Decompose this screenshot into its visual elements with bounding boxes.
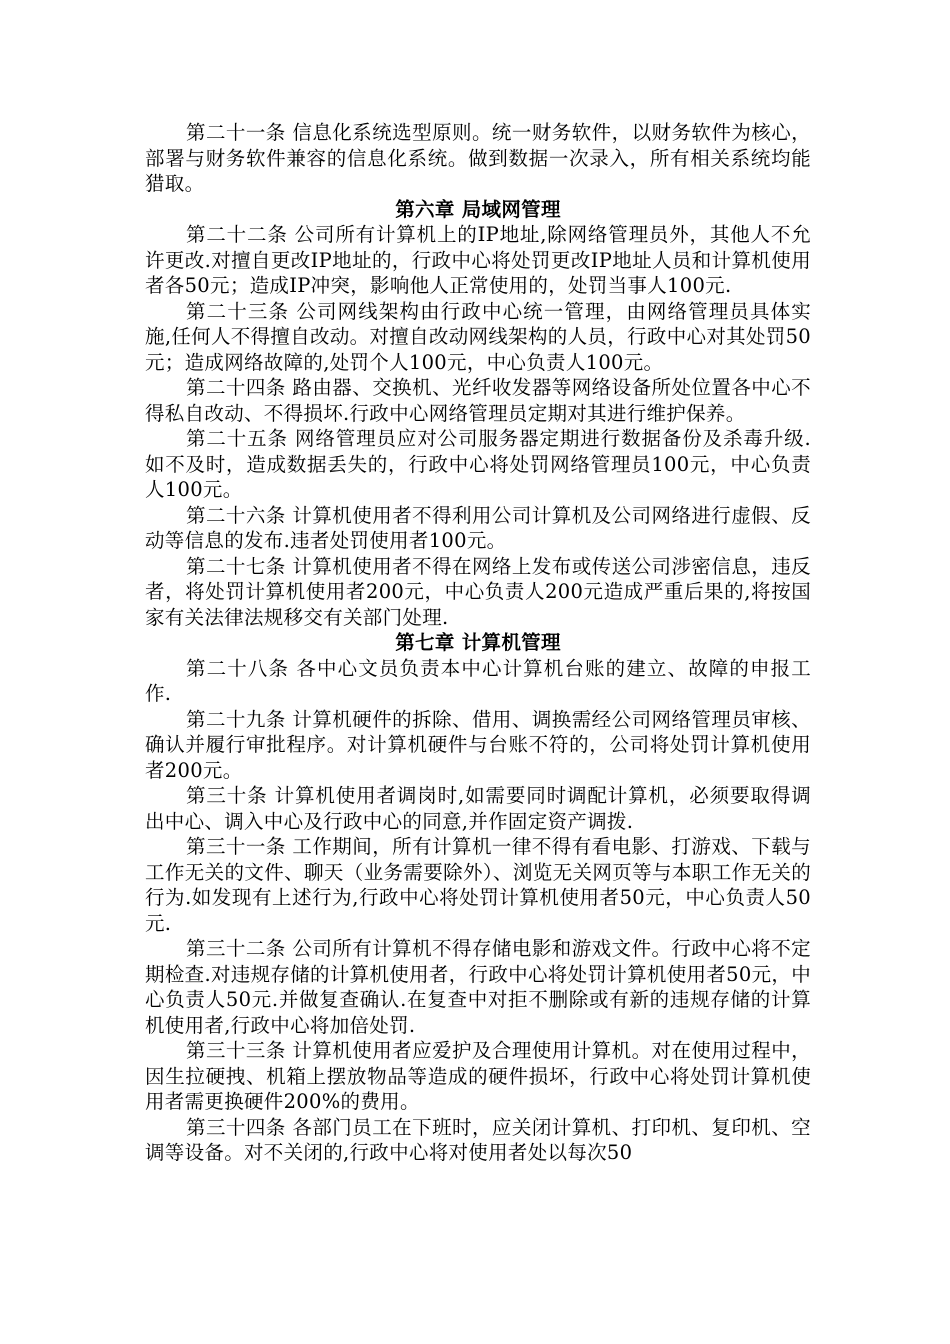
article-29: 第二十九条 计算机硬件的拆除、借用、调换需经公司网络管理员审核、确认并履行审批程序。对计算机硬件与台账不符的，公司将处罚计算机使用者200元。: [145, 707, 811, 782]
article-32: 第三十二条 公司所有计算机不得存储电影和游戏文件。行政中心将不定期检查.对违规存储的计算机使用者，行政中心将处罚计算机使用者50元，中心负责人50元.并做复查确认.在复查中对拒不删除或有新的违规存储的计算机使用者,行政中心将加倍处罚.: [145, 937, 811, 1037]
article-27: 第二十七条 计算机使用者不得在网络上发布或传送公司涉密信息，违反者，将处罚计算机使用者200元，中心负责人200元造成严重后果的,将按国家有关法律法规移交有关部门处理.: [145, 554, 811, 629]
article-28: 第二十八条 各中心文员负责本中心计算机台账的建立、故障的申报工作.: [145, 656, 811, 705]
article-23: 第二十三条 公司网线架构由行政中心统一管理，由网络管理员具体实施,任何人不得擅自改动。对擅自改动网线架构的人员，行政中心对其处罚50元；造成网络故障的,处罚个人100元，中心负责人100元。: [145, 299, 811, 374]
article-24: 第二十四条 路由器、交换机、光纤收发器等网络设备所处位置各中心不得私自改动、不得损坏.行政中心网络管理员定期对其进行维护保养。: [145, 376, 811, 425]
document-page: [145, 120, 811, 1166]
article-34: 第三十四条 各部门员工在下班时，应关闭计算机、打印机、复印机、空调等设备。对不关闭的,行政中心将对使用者处以每次50: [145, 1115, 811, 1164]
article-31: 第三十一条 工作期间，所有计算机一律不得有看电影、打游戏、下载与工作无关的文件、聊天（业务需要除外）、浏览无关网页等与本职工作无关的行为.如发现有上述行为,行政中心将处罚计算机使用者50元，中心负责人50元.: [145, 835, 811, 935]
chapter-6-heading: 第六章 局域网管理: [395, 197, 561, 221]
article-30: 第三十条 计算机使用者调岗时,如需要同时调配计算机，必须要取得调出中心、调入中心及行政中心的同意,并作固定资产调拨.: [145, 784, 811, 833]
article-26: 第二十六条 计算机使用者不得利用公司计算机及公司网络进行虚假、反动等信息的发布.违者处罚使用者100元。: [145, 503, 811, 552]
article-21: 第二十一条 信息化系统选型原则。统一财务软件，以财务软件为核心，部署与财务软件兼容的信息化系统。做到数据一次录入，所有相关系统均能猎取。: [145, 121, 811, 195]
chapter-7-heading: 第七章 计算机管理: [395, 631, 561, 654]
article-22: 第二十二条 公司所有计算机上的IP地址,除网络管理员外，其他人不允许更改.对擅自更改IP地址的，行政中心将处罚更改IP地址人员和计算机使用者各50元；造成IP冲突，影响他人正常使用的，处罚当事人100元.: [145, 223, 811, 297]
article-25: 第二十五条 网络管理员应对公司服务器定期进行数据备份及杀毒升级.如不及时，造成数据丢失的，行政中心将处罚网络管理员100元，中心负责人100元。: [145, 427, 811, 501]
article-33: 第三十三条 计算机使用者应爱护及合理使用计算机。对在使用过程中，因生拉硬拽、机箱上摆放物品等造成的硬件损坏，行政中心将处罚计算机使用者需更换硬件200%的费用。: [145, 1039, 811, 1113]
